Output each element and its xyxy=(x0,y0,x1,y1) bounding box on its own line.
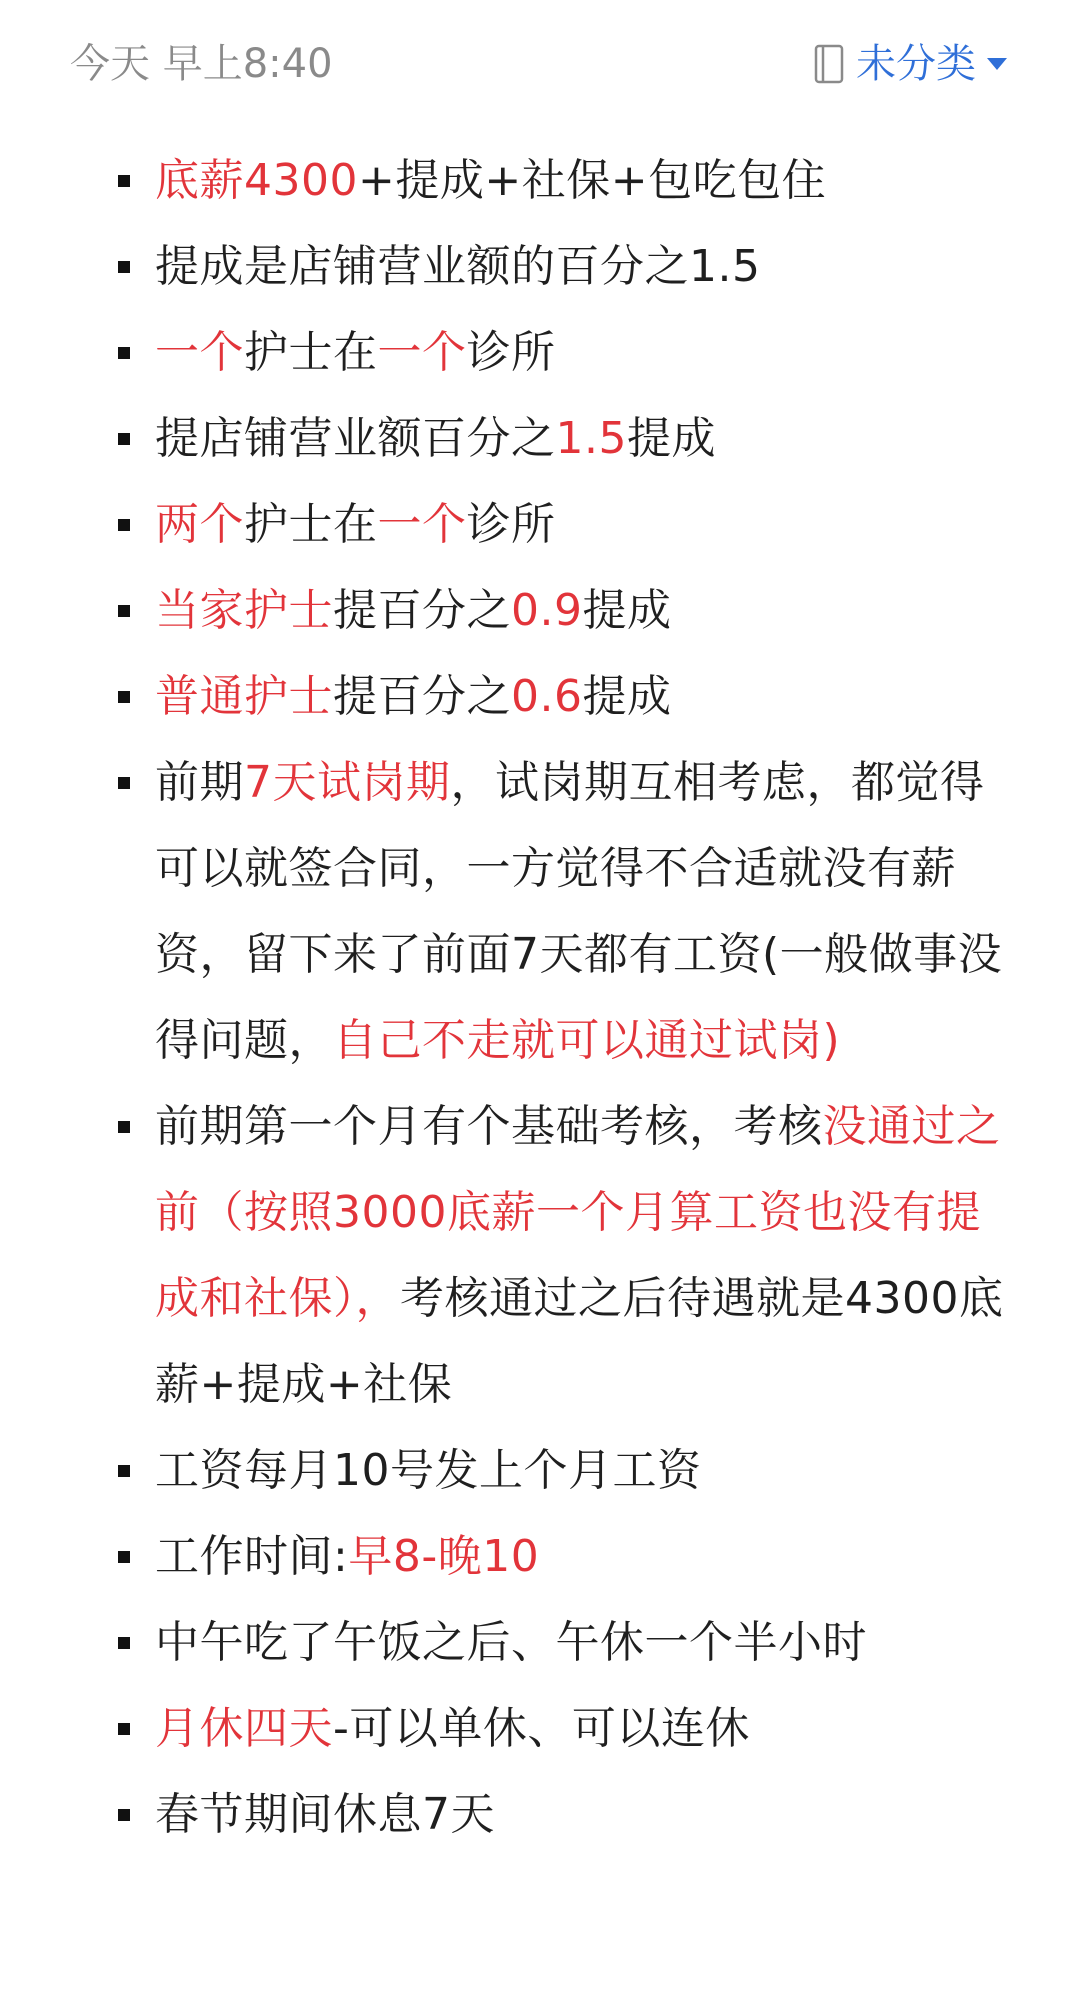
highlighted-text: 早8-晚10 xyxy=(348,1531,540,1582)
caret-down-icon xyxy=(986,56,1008,72)
note-text: +提成+社保+包吃包住 xyxy=(357,155,827,206)
highlighted-text: 7天试岗期 xyxy=(244,757,451,808)
bullet-marker xyxy=(118,347,130,359)
note-list-item xyxy=(0,1772,1080,1858)
bullet-marker xyxy=(118,433,130,445)
bullet-marker xyxy=(118,175,130,187)
bullet-marker xyxy=(118,1551,130,1563)
note-text: 工作时间: xyxy=(155,1531,349,1582)
note-list-item xyxy=(0,1514,1080,1600)
note-text: 诊所 xyxy=(466,327,556,378)
note-text: 提店铺营业额百分之 xyxy=(155,413,556,464)
category-label: 未分类 xyxy=(856,41,976,87)
note-list-item xyxy=(0,1084,1080,1428)
bullet-marker xyxy=(118,777,130,789)
highlighted-text: 自己不走就可以通过试岗) xyxy=(333,1015,841,1066)
note-text: 提百分之 xyxy=(333,585,511,636)
highlighted-text: 底薪4300 xyxy=(155,155,358,206)
note-text: 提成是店铺营业额的百分之1.5 xyxy=(155,241,761,292)
bullet-marker xyxy=(118,691,130,703)
note-list-item xyxy=(0,482,1080,568)
bullet-marker xyxy=(118,1637,130,1649)
bullet-marker xyxy=(118,1465,130,1477)
highlighted-text: 一个 xyxy=(377,327,467,378)
note-list-item xyxy=(0,1600,1080,1686)
bullet-marker xyxy=(118,605,130,617)
note-list-item xyxy=(0,1686,1080,1772)
note-text: ，试岗期互相考虑，都觉得可以就签合同，一方觉得不合适就没有薪资，留下来了前面7天都有工资(一般做事没得问题， xyxy=(155,757,1003,1066)
note-text: 提成 xyxy=(582,671,672,722)
note-list-item xyxy=(0,654,1080,740)
note-list-item xyxy=(0,310,1080,396)
bullet-marker xyxy=(118,1723,130,1735)
note-text: 提成 xyxy=(626,413,716,464)
bullet-marker xyxy=(118,261,130,273)
bullet-marker xyxy=(118,1809,130,1821)
note-list-item xyxy=(0,740,1080,1084)
note-list-item xyxy=(0,568,1080,654)
note-bullet-list xyxy=(0,138,1080,1858)
note-text: 工资每月10号发上个月工资 xyxy=(155,1445,702,1496)
notebook-icon xyxy=(814,44,844,84)
note-text: 春节期间休息7天 xyxy=(155,1789,495,1840)
note-list-item xyxy=(0,138,1080,224)
note-text: 提成 xyxy=(582,585,672,636)
highlighted-text: 没通过之前（按照3000底薪一个月算工资也没有提成和社保）， xyxy=(155,1101,1001,1324)
note-text: 提百分之 xyxy=(333,671,511,722)
note-text: 前期第一个月有个基础考核，考核 xyxy=(155,1101,823,1152)
note-text: 护士在 xyxy=(244,499,378,550)
highlighted-text: 当家护士 xyxy=(155,585,333,636)
note-text: 前期 xyxy=(155,757,244,808)
highlighted-text: 月休四天 xyxy=(155,1703,333,1754)
note-list-item xyxy=(0,1428,1080,1514)
note-list-item xyxy=(0,396,1080,482)
highlighted-text: 0.9 xyxy=(511,585,583,636)
category-selector[interactable] xyxy=(814,36,1008,92)
note-list-item xyxy=(0,224,1080,310)
bullet-marker xyxy=(118,519,130,531)
highlighted-text: 一个 xyxy=(377,499,467,550)
note-text: -可以单休、可以连休 xyxy=(333,1703,750,1754)
highlighted-text: 0.6 xyxy=(511,671,583,722)
note-header xyxy=(0,0,1080,130)
bullet-marker xyxy=(118,1121,130,1133)
note-timestamp: 今天 早上8:40 xyxy=(70,41,333,87)
note-text: 诊所 xyxy=(466,499,556,550)
note-text: 护士在 xyxy=(244,327,378,378)
note-text: 中午吃了午饭之后、午休一个半小时 xyxy=(155,1617,867,1668)
highlighted-text: 1.5 xyxy=(555,413,627,464)
highlighted-text: 一个 xyxy=(155,327,244,378)
note-text: 考核通过之后待遇就是4300底薪+提成+社保 xyxy=(155,1273,1004,1410)
highlighted-text: 普通护士 xyxy=(155,671,333,722)
highlighted-text: 两个 xyxy=(155,499,244,550)
